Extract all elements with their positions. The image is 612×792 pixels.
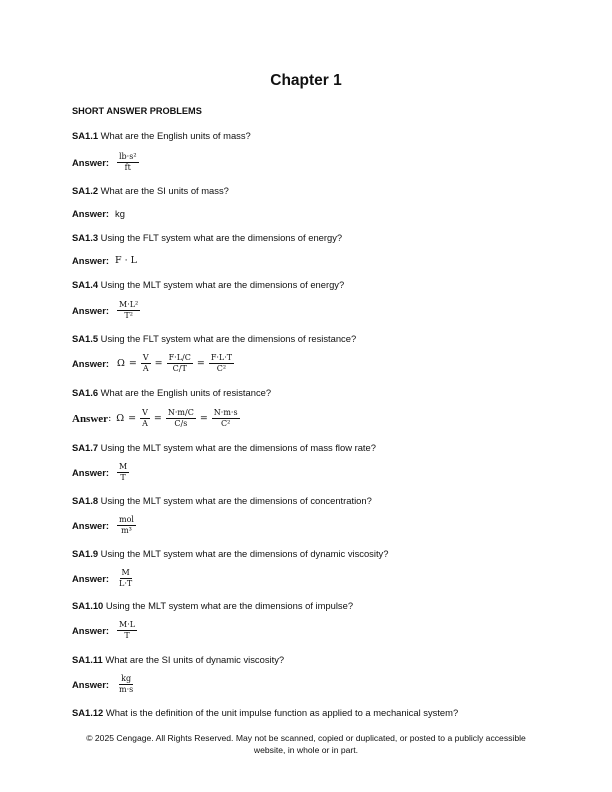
- question-sa1-12: SA1.12 What is the definition of the unit impulse function as applied to a mechanical system?: [72, 707, 459, 718]
- answer-sa1-10: Answer: $\frac{M\cdot L}{T}$: [72, 620, 136, 641]
- question-sa1-3: SA1.3 Using the FLT system what are the dimensions of energy?: [72, 232, 343, 243]
- answer-sa1-2: Answer: kg: [72, 208, 125, 219]
- answer-sa1-5: Answer: Ω = $\frac{V}{A}$ = $\frac{F\cdot L/C}{C/T}$ = $\frac{F\cdot L\cdot T}{\text{C²}}$: [72, 353, 233, 374]
- question-sa1-11: SA1.11 What are the SI units of dynamic viscosity?: [72, 654, 285, 665]
- question-sa1-6: SA1.6 What are the English units of resistance?: [72, 387, 272, 398]
- answer-formula: $\frac{\text{lb·s²}}{ft}$: [119, 152, 137, 173]
- question-sa1-8: SA1.8 Using the MLT system what are the dimensions of concentration?: [72, 495, 372, 506]
- question-sa1-9: SA1.9 Using the MLT system what are the dimensions of dynamic viscosity?: [72, 548, 389, 559]
- answer-sa1-7: Answer: $\frac{M}{T}$: [72, 462, 128, 483]
- answer-sa1-1: [72, 153, 141, 173]
- answer-sa1-11: Answer: $\frac{kg}{m\cdot s}$: [72, 674, 134, 695]
- question-sa1-10: SA1.10 Using the MLT system what are the dimensions of impulse?: [72, 600, 354, 611]
- question-text: What are the English units of mass?: [100, 130, 251, 141]
- answer-label: Answer:: [72, 157, 109, 169]
- question-sa1-5: SA1.5 Using the FLT system what are the dimensions of resistance?: [72, 333, 357, 344]
- question-sa1-7: SA1.7 Using the MLT system what are the dimensions of mass flow rate?: [72, 442, 376, 453]
- question-sa1-2: SA1.2 What are the SI units of mass?: [72, 185, 229, 196]
- answer-value: kg: [115, 208, 125, 219]
- question-sa1-4: SA1.4 Using the MLT system what are the dimensions of energy?: [72, 279, 345, 290]
- section-heading: SHORT ANSWER PROBLEMS: [72, 106, 202, 116]
- answer-sa1-8: Answer: $\frac{\text{mol}}{\text{m³}}$: [72, 515, 134, 536]
- answer-sa1-4: Answer: $\frac{\text{M·L²}}{\text{T²}}$: [72, 300, 139, 321]
- question-sa1-1: [72, 130, 251, 141]
- answer-value: F · L: [115, 255, 137, 266]
- answer-sa1-3: Answer: F · L: [72, 255, 137, 266]
- question-number: SA1.1: [72, 130, 99, 141]
- chapter-title: Chapter 1: [270, 72, 342, 89]
- answer-sa1-6: Answer : Ω = $\frac{V}{A}$ = $\frac{N\cdot m/C}{C/s}$ = $\frac{N\cdot m\cdot s}{\text{C²}}$: [72, 408, 238, 429]
- copyright-footer: © 2025 Cengage. All Rights Reserved. May not be scanned, copied or duplicated, or posted to a publicly accessible website, in whole or in part.: [86, 733, 526, 755]
- answer-sa1-9: Answer: $\frac{M}{L\cdot T}$: [72, 568, 133, 589]
